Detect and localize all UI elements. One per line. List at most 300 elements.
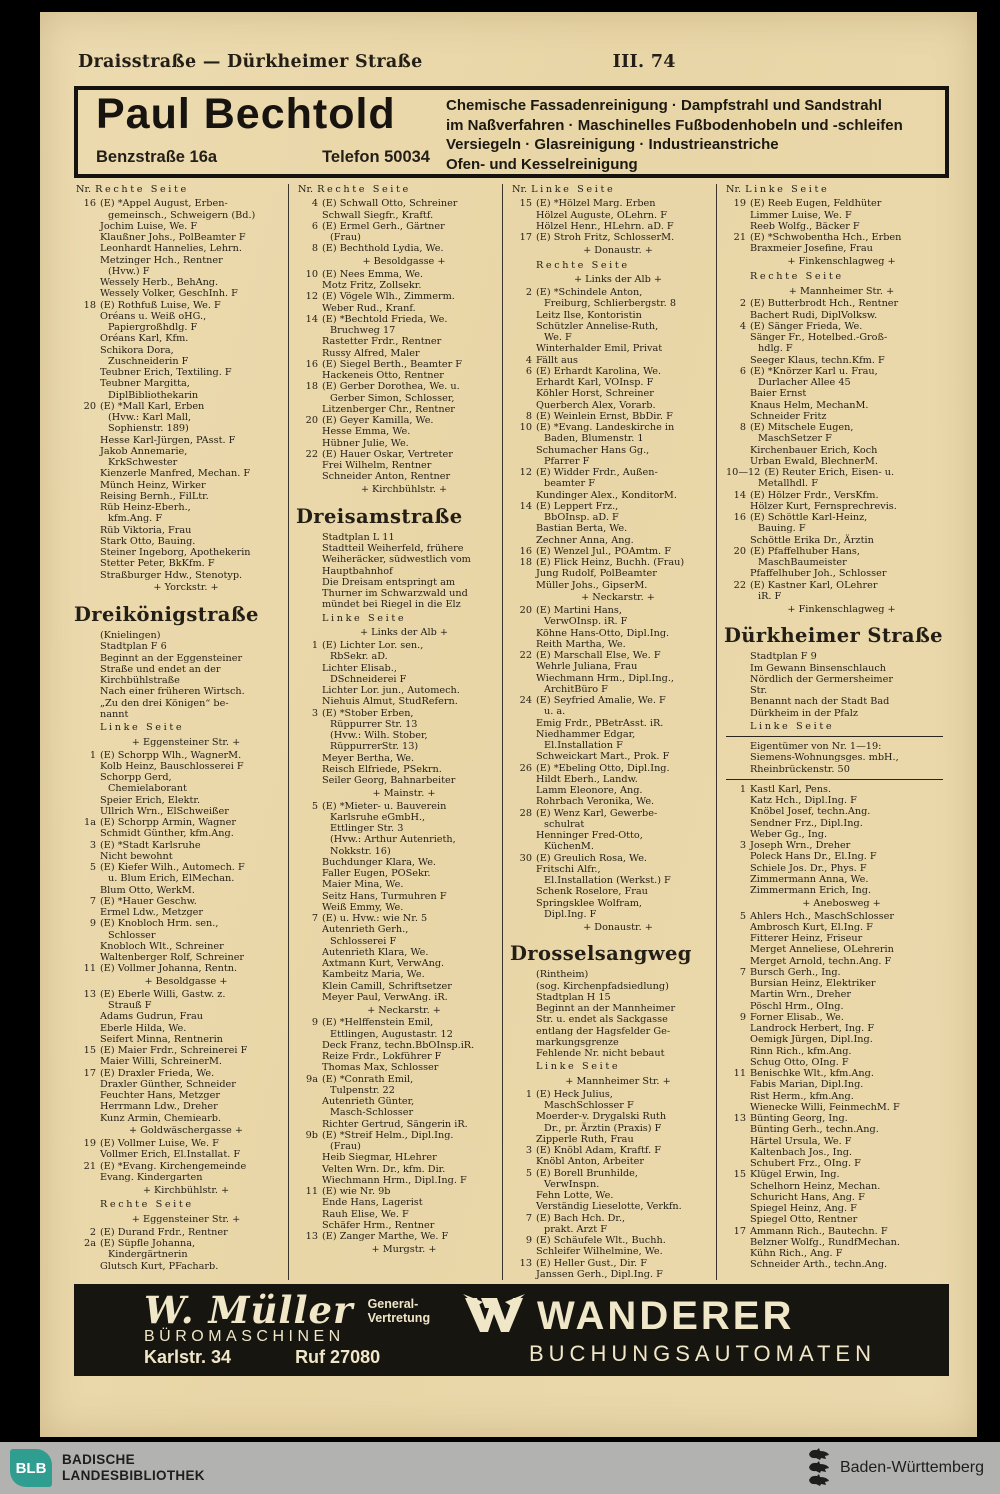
entry-text: (E) Vollmer Johanna, Rentn.: [100, 963, 238, 975]
resident-line: Lamm Eleonore, Ang.: [536, 785, 643, 796]
street-description: (Rintheim): [536, 969, 589, 981]
resident-line: Hölzel Auguste, OLehrn. F: [536, 209, 667, 221]
entry-text: (E) *Appel August, Erben-: [100, 198, 228, 210]
entry-text: Kastl Karl, Pens.: [750, 783, 832, 795]
resident-line: Reeb Wolfg., Bäcker F: [750, 220, 860, 232]
directory-entry: [512, 1089, 710, 1100]
directory-entry: [512, 1213, 710, 1224]
ad-service-line: im Naßverfahren · Maschinelles Fußbodenhobeln und -schleifen: [446, 116, 903, 134]
entry-text: (E) u. Hvw.: wie Nr. 5: [322, 913, 428, 924]
house-number: 22: [519, 650, 532, 661]
cross-street-marker: + Mainstr. +: [372, 787, 436, 799]
resident-line: Schuricht Hans, Ang. F: [750, 1191, 865, 1203]
continuation-line: (Hvw.: Arthur Autenrieth,: [330, 834, 456, 846]
resident-line: Rüb Viktoria, Frau: [100, 524, 192, 536]
entry-text: (E) *Mall Karl, Erben: [100, 400, 205, 412]
house-number: 8: [739, 422, 746, 433]
directory-entry: [298, 801, 496, 812]
directory-entry: [76, 1238, 282, 1249]
street-description: Hauptbahnhof: [322, 565, 393, 577]
house-number: 9: [739, 1011, 746, 1023]
continuation-line: Kindergärtnerin: [108, 1249, 188, 1261]
entry-text: (E) Siegel Berth., Beamter F: [322, 358, 463, 370]
entry-text: (E) *Knörzer Karl u. Frau,: [750, 365, 878, 377]
directory-entry: [726, 967, 943, 978]
resident-line: Ambrosch Kurt, El.Ing. F: [750, 921, 873, 933]
house-number: 9a: [306, 1073, 318, 1085]
resident-line: Reize Frdr., Lokführer F: [322, 1051, 442, 1062]
resident-line: Schiele Jos. Dr., Phys. F: [750, 862, 867, 874]
cross-street-marker: + Neckarstr. +: [581, 592, 655, 604]
resident-line: Klein Camill, Schriftsetzer: [322, 980, 452, 992]
cross-street-marker: + Donaustr. +: [583, 921, 653, 933]
house-number: 4: [311, 198, 318, 210]
ad-service-line: Versiegeln · Glasreinigung · Industrieanstriche: [446, 136, 779, 153]
continuation-line: Nokkstr. 16): [330, 845, 391, 857]
resident-line: Oréans Karl, Kfm.: [100, 333, 189, 345]
directory-entry: [726, 784, 943, 795]
street-description: (Knielingen): [100, 630, 161, 641]
resident-line: Oemigk Jürgen, Dipl.Ing.: [750, 1034, 873, 1046]
street-description: Nördlich der Germersheimer: [750, 673, 893, 685]
entry-text: (E) Bach Hch. Dr.,: [536, 1212, 626, 1224]
cross-street-marker: + Kirchbühlstr. +: [142, 1184, 230, 1196]
continuation-line: Gerber Simon, Schlosser,: [330, 392, 455, 404]
entry-text: (E) Wenzel Jul., POAmtm. F: [536, 545, 671, 557]
library-footer-bar: [0, 1442, 1000, 1494]
entry-text: (E) *Helffenstein Emil,: [322, 1017, 434, 1029]
cross-street-marker: + Neckarstr. +: [367, 1004, 441, 1016]
house-number: 16: [305, 358, 318, 370]
resident-line: Seifert Minna, Rentnerin: [100, 1033, 223, 1045]
directory-entry: [298, 449, 496, 460]
resident-line: Niehuis Almut, StudRefern.: [322, 696, 458, 708]
resident-line: Wehrle Juliana, Frau: [536, 661, 638, 673]
resident-line: Rist Herm., kfm.Ang.: [750, 1090, 854, 1102]
continuation-line: ArchitBüro F: [544, 683, 608, 695]
ad-services: [436, 90, 945, 174]
house-number: 16: [733, 512, 746, 523]
resident-line: Zechner Anna, Ang.: [536, 534, 634, 546]
directory-entry: [512, 650, 710, 661]
entry-text: (E) *Schindele Anton,: [536, 287, 643, 298]
continuation-line: Dipl.Ing. F: [544, 908, 597, 920]
house-number: 9b: [305, 1129, 318, 1141]
column-header: [512, 184, 710, 195]
house-number: 1: [89, 749, 96, 761]
house-number: 13: [733, 1113, 746, 1124]
street-description: Straße und endet an der: [100, 663, 221, 675]
street-heading: Dreisamstraße: [296, 504, 463, 528]
resident-line: Schorpp Gerd,: [100, 772, 172, 783]
advertiser-address: Benzstraße 16a: [96, 148, 218, 166]
entry-text: (E) Erhardt Karolina, We.: [536, 365, 662, 377]
resident-line: Spiegel Heinz, Ang. F: [750, 1203, 857, 1214]
continuation-line: El.Installation (Werkst.) F: [544, 875, 671, 886]
directory-entry: [512, 1145, 710, 1156]
resident-line: Belzner Wolfg., RundfMechan.: [750, 1236, 900, 1248]
continuation-line: DSchneiderei F: [330, 673, 407, 685]
directory-entry: [512, 422, 710, 433]
side-heading: Rechte Seite: [536, 259, 630, 271]
directory-entry: [512, 411, 710, 422]
resident-line: Köhler Horst, Schreiner: [536, 388, 654, 400]
resident-line: Autenrieth Klara, We.: [322, 946, 429, 958]
resident-line: Schmidt Günther, kfm.Ang.: [100, 828, 234, 840]
house-number: 15: [519, 198, 532, 210]
street-heading: Dürkheimer Straße: [724, 624, 943, 648]
resident-line: Teubner Erich, Textiling. F: [100, 367, 232, 378]
resident-line: Thomas Max, Schlosser: [322, 1062, 439, 1074]
resident-line: Lichter Elisab.,: [322, 662, 397, 674]
resident-line: Kambeitz Maria, We.: [322, 969, 425, 981]
entry-text: (E) Weinlein Ernst, BbDir. F: [536, 410, 673, 422]
resident-line: Zipperle Ruth, Frau: [536, 1133, 634, 1145]
continuation-line: Bruchweg 17: [330, 325, 396, 336]
entry-text: (E) wie Nr. 9b: [322, 1186, 391, 1197]
directory-entry: [726, 911, 943, 922]
continuation-line: Papiergroßhdlg. F: [108, 322, 198, 333]
resident-line: Hölzer Kurt, Fernsprechrevis.: [750, 500, 897, 512]
house-number: 18: [305, 381, 318, 393]
entry-text: (E) *Schwobentha Hch., Erben: [750, 232, 902, 243]
street-description: Weiheräcker, südwestlich vom: [322, 554, 471, 566]
library-name: [62, 1452, 205, 1484]
house-number: 18: [83, 299, 96, 311]
entry-text: Bursch Gerh., Ing.: [750, 966, 841, 978]
library-name-line2: LANDESBIBLIOTHEK: [62, 1468, 205, 1483]
directory-entry: [298, 359, 496, 370]
entry-text: (E) Lichter Lor. sen.,: [322, 640, 424, 651]
street-description: Beginnt an der Eggensteiner: [100, 652, 243, 664]
entry-text: (E) Draxler Frieda, We.: [100, 1067, 215, 1079]
resident-line: Klaußner Johs., PolBeamter F: [100, 232, 246, 243]
house-number: 24: [519, 695, 532, 706]
directory-entry: [512, 605, 710, 616]
continuation-line: We. F: [544, 332, 572, 343]
directory-entry: [298, 1017, 496, 1028]
resident-line: Rastetter Frdr., Rentner: [322, 336, 442, 348]
entry-text: Ammann Rich., Bautechn. F: [750, 1225, 888, 1237]
continuation-line: schulrat: [544, 818, 585, 830]
directory-column-1: [74, 184, 288, 1280]
street-description: markungsgrenze: [536, 1036, 619, 1048]
advertiser-name: Paul Bechtold: [96, 90, 396, 138]
house-number: 19: [83, 1138, 96, 1149]
street-description: Benannt nach der Stadt Bad: [750, 696, 890, 708]
advertisement-paul-bechtold: [74, 86, 949, 178]
ad-left-block: [78, 90, 436, 174]
cross-street-marker: + Besoldgasse +: [362, 256, 446, 267]
resident-line: Weber Gg., Ing.: [750, 828, 828, 840]
resident-line: Wienecke Willi, FeinmechM. F: [750, 1101, 900, 1113]
directory-entry: [512, 366, 710, 377]
cross-street-marker: + Goldwäschergasse +: [129, 1125, 243, 1137]
continuation-line: u. Blum Erich, ElMechan.: [108, 873, 235, 885]
resident-line: Schwall Siegfr., Kraftf.: [322, 209, 434, 221]
resident-line: Adams Gudrun, Frau: [100, 1011, 204, 1023]
continuation-line: RüppurrerStr. 13): [330, 741, 419, 753]
continuation-line: MaschSchlosser F: [544, 1100, 634, 1111]
continuation-line: Zuschneiderin F: [108, 355, 189, 367]
entry-text: (E) Bechthold Lydia, We.: [322, 243, 444, 255]
entry-text: (E) *Bechtold Frieda, We.: [322, 313, 448, 325]
entry-text: Benischke Wlt., kfm.Ang.: [750, 1068, 874, 1079]
side-label: Linke Seite: [745, 184, 830, 195]
resident-line: Wessely Volker, GeschInh. F: [100, 288, 238, 300]
resident-line: Draxler Günther, Schneider: [100, 1078, 236, 1090]
entry-text: (E) Sänger Frieda, We.: [750, 320, 863, 332]
resident-line: Poleck Hans Dr., El.Ing. F: [750, 851, 877, 863]
resident-line: Buchdunger Klara, We.: [322, 856, 437, 868]
directory-entry: [76, 896, 282, 907]
directory-entry: [512, 232, 710, 243]
directory-entry: [298, 640, 496, 651]
continuation-line: (Hvw.) F: [108, 265, 150, 277]
resident-line: Landrock Herbert, Ing. F: [750, 1023, 875, 1034]
resident-line: Hesse Karl-Jürgen, PAsst. F: [100, 434, 236, 446]
directory-entry: [76, 1227, 282, 1238]
resident-line: Limmer Luise, We. F: [750, 209, 852, 221]
entry-text: (E) *Conrath Emil,: [322, 1073, 414, 1085]
continuation-line: Schlosser: [108, 929, 156, 941]
resident-line: Schleifer Wilhelmine, We.: [536, 1246, 663, 1258]
street-description: mündet bei Riegel in die Elz: [322, 599, 461, 611]
blb-logo: BLB: [10, 1449, 52, 1487]
entry-text: (E) Ermel Gerh., Gärtner: [322, 220, 445, 232]
resident-line: Müller Johs., GipserM.: [536, 579, 648, 591]
nr-label: Nr.: [512, 184, 528, 195]
house-number: 6: [739, 365, 746, 377]
street-description: Siemens-Wohnungsges. mbH.,: [750, 752, 899, 764]
resident-line: Autenrieth Günter,: [322, 1096, 415, 1107]
house-number: 3: [525, 1145, 532, 1156]
house-number: 16: [519, 545, 532, 557]
continuation-line: MaschSetzer F: [758, 433, 832, 445]
house-number: 8: [525, 410, 532, 422]
rule-line: [726, 779, 943, 780]
directory-entry: [512, 198, 710, 209]
directory-entry: [298, 415, 496, 426]
directory-entry: [512, 853, 710, 864]
resident-line: Pöschl Hrm., OIng.: [750, 1000, 844, 1012]
directory-entry: [512, 1258, 710, 1269]
entry-text: (E) Schorpp Armin, Wagner: [100, 817, 236, 828]
street-description: Str. u. endet als Sackgasse: [536, 1014, 668, 1026]
entry-text: (E) Heck Julius,: [536, 1088, 613, 1100]
entry-text: (E) *Hölzel Marg. Erben: [536, 198, 656, 210]
house-number: 11: [83, 963, 96, 975]
entry-text: (E) Kastner Karl, OLehrer: [750, 579, 878, 591]
directory-entry: [512, 1235, 710, 1246]
wanderer-brand: WANDERER: [537, 1294, 795, 1338]
house-number: 9: [311, 1017, 318, 1029]
resident-line: Schumacher Hans Gg.,: [536, 444, 650, 456]
resident-line: Richter Gertrud, Sängerin iR.: [322, 1118, 468, 1130]
resident-line: Hackeneis Otto, Rentner: [322, 370, 444, 381]
entry-text: (E) Leppert Frz.,: [536, 500, 619, 512]
resident-line: Bastian Berta, We.: [536, 523, 628, 535]
resident-line: Sänger Fr., Hotelbed.-Groß-: [750, 332, 888, 343]
resident-line: Nicht bewohnt: [100, 850, 173, 862]
directory-entry: [726, 198, 943, 209]
entry-text: (E) Reuter Erich, Eisen- u.: [764, 467, 895, 478]
mueller-block: [74, 1287, 449, 1368]
house-number: 13: [83, 988, 96, 1000]
cross-street-marker: + Donaustr. +: [583, 244, 653, 256]
directory-entry: [298, 1231, 496, 1242]
street-description: Stadtplan F 6: [100, 641, 167, 653]
house-number: 1: [525, 1088, 532, 1100]
resident-line: Schenk Roselore, Frau: [536, 886, 648, 898]
street-description: (sog. Kirchenpfadsiedlung): [536, 980, 669, 992]
mueller-phone: Ruf 27080: [295, 1346, 381, 1367]
continuation-line: Pfarrer F: [544, 455, 590, 467]
continuation-line: KüchenM.: [544, 841, 594, 853]
directory-entry: [298, 198, 496, 209]
column-header: [76, 184, 282, 195]
continuation-line: prakt. Arzt F: [544, 1223, 607, 1235]
mueller-address: Karlstr. 34: [144, 1346, 232, 1367]
resident-line: Schützler Annelise-Ruth,: [536, 320, 659, 332]
resident-line: Kaltenbach Jos., Ing.: [750, 1146, 852, 1158]
cross-street-marker: + Eggensteiner Str. +: [131, 1214, 241, 1225]
entry-text: (E) *Evang. Kirchengemeinde: [100, 1160, 247, 1172]
house-number: 1a: [84, 817, 96, 828]
resident-line: Zimmermann Anna, We.: [750, 873, 869, 885]
continuation-line: Dr., pr. Ärztin (Praxis) F: [544, 1122, 662, 1134]
house-number: 1: [739, 783, 746, 795]
resident-line: Jung Rudolf, PolBeamter: [536, 568, 657, 580]
directory-entry: [512, 355, 710, 366]
resident-line: Hildt Eberh., Landw.: [536, 773, 638, 785]
entry-text: (E) Borell Brunhilde,: [536, 1167, 638, 1179]
side-label: Rechte Seite: [95, 184, 189, 195]
street-description: Kirchbühlstraße: [100, 675, 180, 686]
entry-text: (E) Kiefer Wilh., Automech. F: [100, 862, 245, 873]
column-header: [298, 184, 496, 195]
resident-line: Merget Anneliese, OLehrerin: [750, 944, 894, 956]
mueller-category: BÜROMASCHINEN: [144, 1327, 345, 1345]
resident-line: Reising Bernh., FilLtr.: [100, 490, 209, 502]
directory-entry: [298, 1130, 496, 1141]
house-number: 11: [305, 1186, 318, 1197]
ad-service-line: Chemische Fassadenreinigung · Dampfstrahl und Sandstrahl: [446, 97, 882, 114]
resident-line: Ende Hans, Lagerist: [322, 1197, 423, 1209]
directory-entry: [726, 1068, 943, 1079]
resident-line: Rüb Heinz-Eberh.,: [100, 502, 191, 513]
resident-line: Autenrieth Gerh.,: [322, 924, 409, 936]
resident-line: Wiechmann Hrm., Dipl.Ing.,: [536, 672, 674, 684]
resident-line: Kühn Rich., Ang. F: [750, 1248, 843, 1259]
house-number: 14: [305, 313, 318, 325]
house-number: 15: [733, 1169, 746, 1181]
resident-line: Litzenberger Chr., Rentner: [322, 403, 455, 415]
side-label: Linke Seite: [531, 184, 616, 195]
house-number: 19: [733, 198, 746, 210]
resident-line: Bachert Rudi, DiplVolksw.: [750, 309, 878, 321]
street-description: entlang der Hagsfelder Ge-: [536, 1025, 671, 1037]
continuation-line: beamter F: [544, 478, 595, 490]
continuation-line: KrkSchwester: [108, 457, 178, 468]
baden-wuerttemberg-crest-icon: [806, 1446, 832, 1491]
resident-line: Ullrich Wrn., ElSchweißer: [100, 805, 229, 817]
house-number: 4: [739, 320, 746, 332]
entry-text: (E) Vögele Wlh., Zimmerm.: [322, 291, 455, 303]
house-number: 17: [733, 1225, 746, 1237]
resident-line: Querberch Alex, Vorarb.: [536, 399, 656, 411]
entry-text: (E) Vollmer Luise, We. F: [100, 1138, 219, 1149]
house-number: 7: [311, 913, 318, 924]
entry-text: (E) Stroh Fritz, SchlosserM.: [536, 232, 675, 243]
house-number: 18: [519, 557, 532, 568]
resident-line: Schug Otto, OIng. F: [750, 1056, 849, 1068]
house-number: 13: [305, 1231, 318, 1242]
directory-entry: [512, 501, 710, 512]
resident-line: Deck Franz, techn.BbOInsp.iR.: [322, 1039, 475, 1051]
mueller-role-line1: General-: [367, 1296, 419, 1311]
continuation-line: BbOInsp. aD. F: [544, 512, 619, 523]
street-description: Nach einer früheren Wirtsch.: [100, 686, 245, 698]
resident-line: Russy Alfred, Maler: [322, 347, 420, 359]
cross-street-marker: + Besoldgasse +: [144, 976, 228, 987]
resident-line: Motz Fritz, Zollsekr.: [322, 280, 422, 291]
house-number: 3: [311, 707, 318, 719]
resident-line: Wessely Herb., BehAng.: [100, 277, 219, 288]
house-number: 28: [519, 807, 532, 819]
cross-street-marker: + Anebosweg +: [802, 897, 881, 909]
directory-entry: [298, 913, 496, 924]
continuation-line: Chemielaborant: [108, 783, 187, 795]
directory-entry: [298, 314, 496, 325]
side-heading: Linke Seite: [322, 612, 407, 624]
directory-entry: [76, 1138, 282, 1149]
cross-street-marker: + Finkenschlagweg +: [787, 603, 896, 615]
resident-line: Knobloch Wlt., Schreiner: [100, 940, 224, 952]
entry-text: (E) *Evang. Landeskirche in: [536, 422, 675, 433]
side-heading: Linke Seite: [536, 1061, 621, 1073]
resident-line: Metzinger Hch., Rentner: [100, 254, 223, 266]
house-number: 3: [739, 840, 746, 851]
house-number: 22: [733, 579, 746, 591]
resident-line: Hübner Julie, We.: [322, 437, 409, 449]
nr-label: Nr.: [76, 184, 92, 195]
ad-service-line: Ofen- und Kesselreinigung: [446, 155, 638, 173]
street-description: Im Gewann Binsenschlauch: [750, 662, 887, 674]
directory-entry: [726, 546, 943, 557]
cross-street-marker: + Finkenschlagweg +: [787, 256, 896, 267]
directory-entry: [726, 840, 943, 851]
house-number: 11: [733, 1068, 746, 1079]
directory-entry: [512, 557, 710, 568]
house-number: 8: [311, 243, 318, 255]
directory-entry: [512, 546, 710, 557]
house-number: 13: [519, 1257, 532, 1269]
continuation-line: Bauing. F: [758, 523, 806, 535]
street-description: Stadtplan F 9: [750, 651, 817, 663]
resident-line: Niedhammer Edgar,: [536, 728, 636, 740]
mueller-role: [368, 1297, 431, 1325]
resident-line: Schöttle Erika Dr., Ärztin: [750, 534, 874, 546]
directory-entry: [76, 1068, 282, 1079]
entry-text: (E) Seyfried Amalie, We. F: [536, 695, 666, 706]
entry-text: (E) Knöbl Adam, Kraftf. F: [536, 1145, 661, 1156]
entry-text: (E) Süpfle Johanna,: [100, 1238, 196, 1249]
resident-line: Weiß Emmy, We.: [322, 901, 404, 913]
resident-line: Seeger Klaus, techn.Kfm. F: [750, 354, 885, 366]
continuation-line: kfm.Ang. F: [108, 513, 163, 525]
house-number: 10: [305, 268, 318, 280]
